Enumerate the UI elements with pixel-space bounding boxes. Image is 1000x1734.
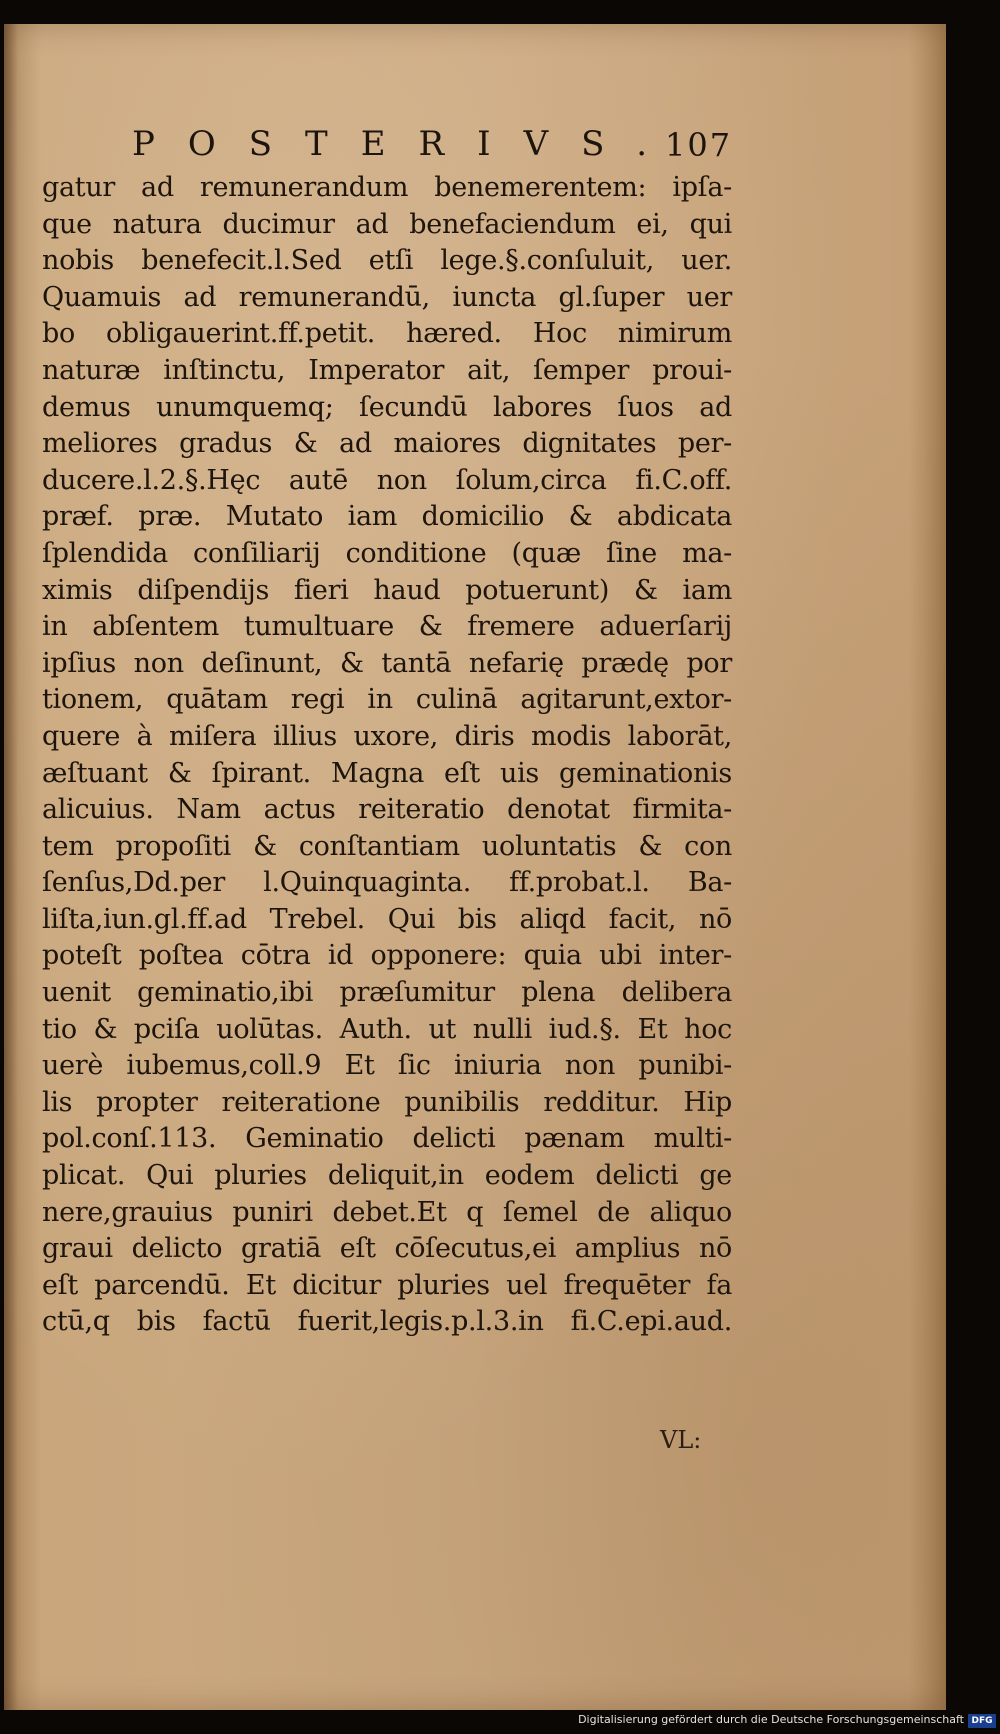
text-line: eſt parcendū. Et dicitur pluries uel frequēter fa (42, 1269, 732, 1301)
dfg-logo: DFG (968, 1714, 996, 1728)
text-line: lis propter reiteratione punibilis redditur. Hip (42, 1086, 732, 1118)
text-line: graui delicto gratiā eſt cōſecutus,ei amplius nō (42, 1233, 732, 1265)
text-line: præf. præ. Mutato iam domicilio & abdicata (42, 501, 732, 533)
text-line: naturæ inſtinctu, Imperator ait, ſemper proui- (42, 354, 732, 386)
page-number: 107 (665, 126, 733, 164)
text-line: uenit geminatio,ibi præſumitur plena delibera (42, 977, 732, 1009)
text-line: pol.conſ.113. Geminatio delicti pænam multi- (42, 1123, 732, 1155)
text-line: meliores gradus & ad maiores dignitates per- (42, 428, 732, 460)
text-line: Quamuis ad remunerandū, iuncta gl.ſuper uer (42, 281, 732, 313)
text-line: demus unumquemq; ſecundū labores ſuos ad (42, 391, 732, 423)
text-line: ximis diſpendijs fieri haud potuerunt) & iam (42, 574, 732, 606)
text-line: ſenſus,Dd.per l.Quinquaginta. ff.probat.l. Ba- (42, 867, 732, 899)
page-gutter-shadow (4, 24, 18, 1710)
text-line: poteſt poſtea cōtra id opponere: quia ubi inter- (42, 940, 732, 972)
digitization-credit: Digitalisierung gefördert durch die Deutsche Forschungsgemeinschaft (578, 1713, 964, 1726)
body-text (42, 170, 732, 1341)
text-line: ctū,q bis factū fuerit,legis.p.l.3.in fi.C.epi.aud. (42, 1306, 732, 1338)
text-line: que natura ducimur ad benefaciendum ei, qui (42, 208, 732, 240)
text-line: tionem, quātam regi in culinā agitarunt,extor- (42, 684, 732, 716)
text-line: æſtuant & ſpirant. Magna eſt uis geminationis (42, 757, 732, 789)
text-line: ſplendida conſiliarij conditione (quæ ſine ma- (42, 537, 732, 569)
text-line: gatur ad remunerandum benemerentem: ipſa- (42, 172, 732, 203)
text-line: tio & pciſa uolūtas. Auth. ut nulli iud.§. Et hoc (42, 1013, 732, 1045)
running-head: POSTERIVS. (132, 124, 681, 164)
catchword: VL: (660, 1426, 702, 1454)
text-line: nere,grauius puniri debet.Et q ſemel de aliquo (42, 1196, 732, 1228)
text-line: in abſentem tumultuare & fremere aduerſarij (42, 611, 732, 643)
text-line: ipſius non deſinunt, & tantā nefarię prædę por (42, 647, 732, 679)
text-line: bo obligauerint.ff.petit. hæred. Hoc nimirum (42, 318, 732, 350)
text-line: liſta,iun.gl.ff.ad Trebel. Qui bis aliqd facit, nō (42, 903, 732, 935)
text-line: ducere.l.2.§.Hęc autē non ſolum,circa fi.C.off. (42, 464, 732, 496)
text-line: tem propoſiti & conſtantiam uoluntatis & con (42, 830, 732, 862)
text-line: alicuius. Nam actus reiteratio denotat firmita- (42, 794, 732, 826)
book-page (4, 24, 946, 1710)
text-line: plicat. Qui pluries deliquit,in eodem delicti ge (42, 1160, 732, 1192)
text-line: nobis benefecit.l.Sed etſi lege.§.conſuluit, uer. (42, 245, 732, 277)
text-line: quere à miſera illius uxore, diris modis laborāt, (42, 720, 732, 752)
text-line: uerè iubemus,coll.9 Et ſic iniuria non punibi- (42, 1050, 732, 1082)
